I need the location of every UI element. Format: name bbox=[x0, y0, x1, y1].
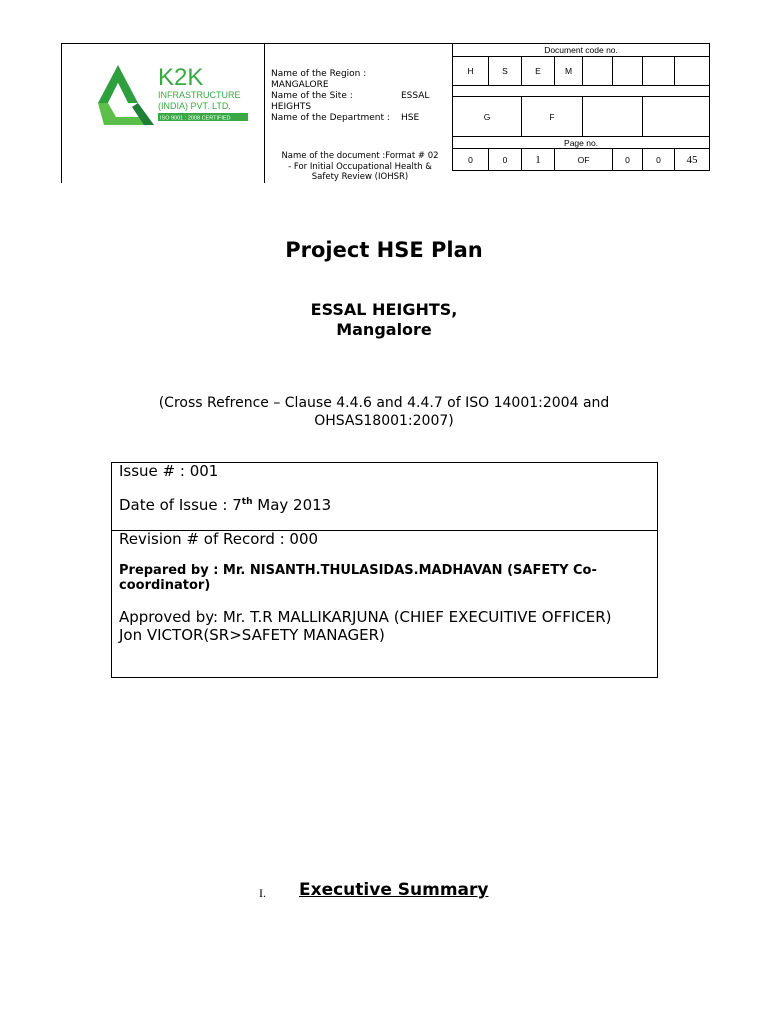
approved-by bbox=[119, 608, 649, 644]
page-cell: 0 bbox=[453, 149, 489, 171]
code-cell bbox=[583, 57, 613, 86]
code-cell bbox=[643, 97, 710, 137]
triangle-mark-icon bbox=[98, 65, 154, 125]
site-title-line-2: Mangalore bbox=[336, 320, 432, 339]
date-of-issue bbox=[119, 496, 331, 514]
site-title bbox=[0, 300, 768, 340]
code-cell: M bbox=[555, 57, 583, 86]
header-left-border bbox=[61, 43, 62, 183]
document-title: Project HSE Plan bbox=[285, 238, 483, 262]
logo-line-2: (INDIA) PVT. LTD. bbox=[158, 101, 231, 111]
page-cell: 0 bbox=[489, 149, 522, 171]
code-cell bbox=[613, 57, 643, 86]
document-code-table bbox=[452, 43, 710, 171]
code-cell bbox=[583, 97, 643, 137]
site-title-line-1: ESSAL HEIGHTS, bbox=[310, 300, 458, 319]
code-cell: S bbox=[489, 57, 522, 86]
site-value-b: HEIGHTS bbox=[271, 102, 312, 112]
date-suffix-sup: th bbox=[241, 497, 253, 507]
code-cell bbox=[643, 57, 675, 86]
issue-number: Issue # : 001 bbox=[119, 462, 219, 480]
code-cell bbox=[675, 57, 710, 86]
code-cell: H bbox=[453, 57, 489, 86]
approved-by-line-1: Approved by: Mr. T.R MALLIKARJUNA (CHIEF EXECUITIVE OFFICER) bbox=[119, 608, 612, 626]
approved-by-line-2: Jon VICTOR(SR>SAFETY MANAGER) bbox=[119, 626, 385, 644]
page-no-label: Page no. bbox=[453, 137, 710, 149]
region-label: Name of the Region : bbox=[271, 69, 367, 79]
header-info bbox=[271, 69, 451, 124]
code-cell: F bbox=[522, 97, 583, 137]
department-value: HSE bbox=[401, 113, 420, 123]
page-cell: 0 bbox=[613, 149, 643, 171]
date-suffix: May 2013 bbox=[252, 496, 332, 514]
approval-box bbox=[111, 529, 658, 678]
logo-brand: K2K bbox=[158, 64, 204, 91]
header-divider bbox=[264, 43, 265, 183]
doc-code-label: Document code no. bbox=[453, 44, 710, 57]
page-cell: 1 bbox=[522, 149, 555, 171]
page-cell: OF bbox=[555, 149, 613, 171]
section-number: I. bbox=[259, 886, 266, 900]
page-cell: 45 bbox=[675, 149, 710, 171]
logo-line-1: INFRASTRUCTURE bbox=[158, 90, 241, 100]
document-name-line: - For Initial Occupational Health & bbox=[288, 161, 432, 172]
document-name-line: Safety Review (IOHSR) bbox=[311, 172, 409, 182]
logo-line-3: ISO 9001 : 2008 CERTIFIED bbox=[160, 115, 231, 122]
document-name-line: Name of the document :Format # 02 bbox=[281, 151, 439, 161]
section-title: Executive Summary bbox=[299, 880, 489, 900]
revision-number: Revision # of Record : 000 bbox=[119, 530, 319, 548]
site-label: Name of the Site : bbox=[271, 91, 353, 101]
code-cell: E bbox=[522, 57, 555, 86]
date-prefix: Date of Issue : 7 bbox=[119, 496, 242, 514]
site-value-a: ESSAL bbox=[401, 91, 430, 101]
cross-reference: (Cross Refrence – Clause 4.4.6 and 4.4.7 of ISO 14001:2004 and OHSAS18001:2007) bbox=[158, 395, 610, 429]
document-name bbox=[268, 151, 452, 183]
prepared-by: Prepared by : Mr. NISANTH.THULASIDAS.MADHAVAN (SAFETY Co-coordinator) bbox=[119, 563, 597, 593]
department-label: Name of the Department : bbox=[271, 113, 390, 123]
page-cell: 0 bbox=[643, 149, 675, 171]
region-value: MANGALORE bbox=[271, 80, 329, 90]
code-cell: G bbox=[453, 97, 522, 137]
company-logo bbox=[96, 63, 256, 127]
